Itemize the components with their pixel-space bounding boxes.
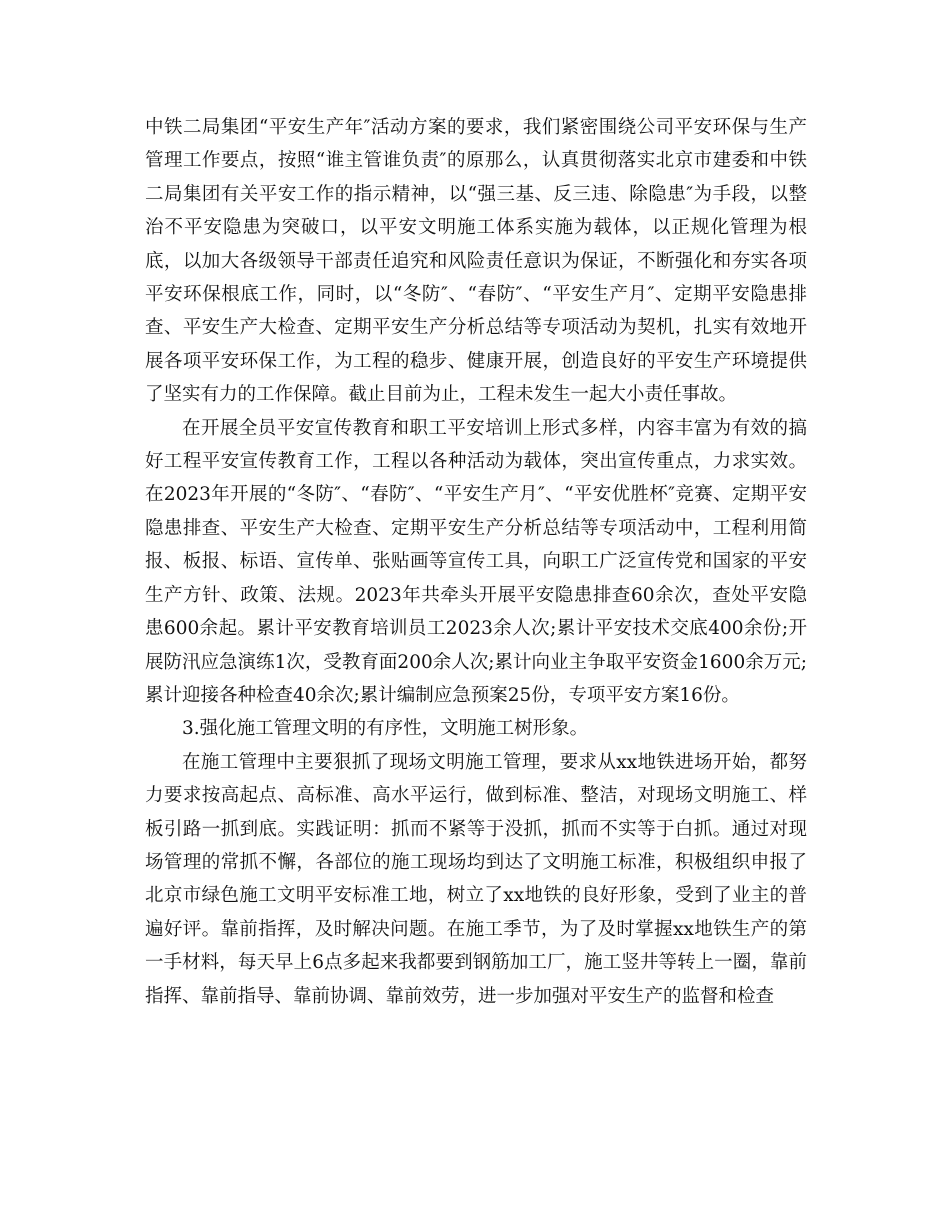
document-body <box>145 111 807 1013</box>
paragraph-1: 中铁二局集团“平安生产年″活动方案的要求，我们紧密围绕公司平安环保与生产管理工作要点，按照“谁主管谁负责″的原那么，认真贯彻落实北京市建委和中铁二局集团有关平安工作的指示精神，以“强三基、反三违、除隐患″为手段，以整治不平安隐患为突破口，以平安文明施工体系实施为载体，以正规化管理为根底，以加大各级领导干部责任追究和风险责任意识为保证，不断强化和夯实各项平安环保根底工作，同时，以“冬防″、“春防″、“平安生产月″、定期平安隐患排查、平安生产大检查、定期平安生产分析总结等专项活动为契机，扎实有效地开展各项平安环保工作，为工程的稳步、健康开展，创造良好的平安生产环境提供了坚实有力的工作保障。截止目前为止，工程未发生一起大小责任事故。 <box>145 117 807 406</box>
paragraph-2: 在开展全员平安宣传教育和职工平安培训上形式多样，内容丰富为有效的搞好工程平安宣传教育工作，工程以各种活动为载体，突出宣传重点，力求实效。在2023年开展的“冬防″、“春防″、“平安生产月″、“平安优胜杯″竞赛、定期平安隐患排查、平安生产大检查、定期平安生产分析总结等专项活动中，工程利用简报、板报、标语、宣传单、张贴画等宣传工具，向职工广泛宣传党和国家的平安生产方针、政策、法规。2023年共牵头开展平安隐患排查60余次，查处平安隐患600余起。累计平安教育培训员工2023余人次;累计平安技术交底400余份;开展防汛应急演练1次，受教育面200余人次;累计向业主争取平安资金1600余万元;累计迎接各种检查40余次;累计编制应急预案25份，专项平安方案16份。 <box>145 417 807 706</box>
paragraph-3-heading: 3.强化施工管理文明的有序性，文明施工树形象。 <box>182 718 589 740</box>
paragraph-4: 在施工管理中主要狠抓了现场文明施工管理，要求从xx地铁进场开始，都努力要求按高起点、高标准、高水平运行，做到标准、整洁，对现场文明施工、样板引路一抓到底。实践证明：抓而不紧等于没抓，抓而不实等于白抓。通过对现场管理的常抓不懈，各部位的施工现场均到达了文明施工标准，积极组织申报了北京市绿色施工文明平安标准工地，树立了xx地铁的良好形象，受到了业主的普遍好评。靠前指挥，及时解决问题。在施工季节，为了及时掌握xx地铁生产的第一手材料，每天早上6点多起来我都要到钢筋加工厂，施工竖井等转上一圈，靠前指挥、靠前指导、靠前协调、靠前效劳，进一步加强对平安生产的监督和检查 <box>145 751 807 1007</box>
